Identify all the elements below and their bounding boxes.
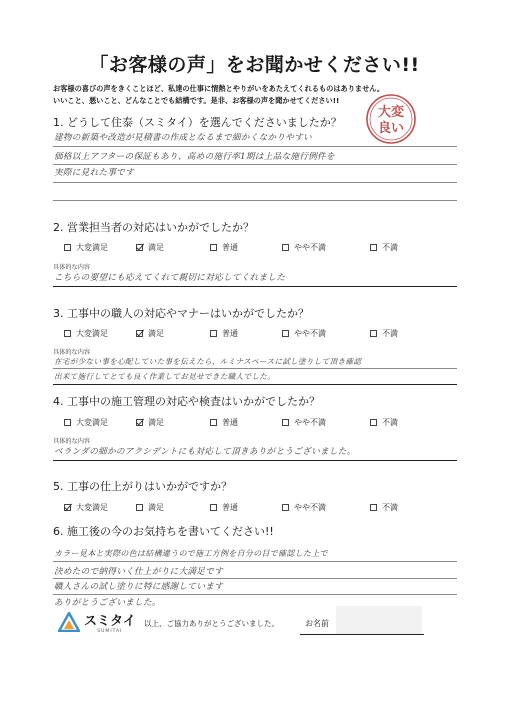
checkbox-icon xyxy=(282,504,289,511)
q3-detail-line-2: 出来て施行してとても良く作業してお見せできた職人でした。 xyxy=(54,372,276,381)
q5-option-slightly-dissatisfied[interactable]: やや不満 xyxy=(282,502,326,513)
answer-rule xyxy=(53,594,457,595)
q4-option-satisfied[interactable]: 満足 xyxy=(136,417,164,428)
q2-detail: こちらの要望にも応えてくれて親切に対応してくれました xyxy=(54,273,286,283)
q2-option-satisfied[interactable]: 満足 xyxy=(136,242,164,253)
q4-option-very-satisfied[interactable]: 大変満足 xyxy=(64,417,108,428)
logo-mark-icon xyxy=(58,612,80,632)
checkbox-icon xyxy=(64,244,71,251)
checkbox-checked-icon xyxy=(136,419,143,426)
checkbox-checked-icon xyxy=(64,504,71,511)
q4-option-slightly-dissatisfied[interactable]: やや不満 xyxy=(282,417,326,428)
q6-answer-line-2: 決めたので納得いく仕上がりに大満足です xyxy=(54,567,223,577)
answer-rule xyxy=(53,578,457,579)
name-label: お名前 xyxy=(305,619,329,628)
checkbox-icon xyxy=(370,330,377,337)
q3-detail-line-1: 在宅が少ない事を心配していた事を伝えたら、ルミナスペースに試し塗りして頂き確認 xyxy=(54,357,362,366)
checkbox-icon xyxy=(282,330,289,337)
q6-answer-line-3: 職人さんの試し塗りに特に感謝しています xyxy=(54,582,223,592)
answer-rule xyxy=(53,561,457,562)
q2-option-slightly-dissatisfied[interactable]: やや不満 xyxy=(282,242,326,253)
answer-rule xyxy=(53,200,457,201)
answer-rule xyxy=(53,164,457,165)
checkbox-icon xyxy=(210,244,217,251)
intro-line-1: お客様の喜びの声をきくことほど、私達の仕事に情熱とやりがいをあたえてくれるものはありません。 xyxy=(53,84,385,93)
checkbox-icon xyxy=(136,504,143,511)
checkbox-icon xyxy=(210,419,217,426)
answer-rule xyxy=(53,368,457,369)
intro-line-2: いいこと、悪いこと、どんなことでも結構です。是非、お客様の声を聞かせてください!! xyxy=(53,96,340,105)
q3-option-dissatisfied[interactable]: 不満 xyxy=(370,328,398,339)
checkbox-checked-icon xyxy=(136,244,143,251)
q5-option-neutral[interactable]: 普通 xyxy=(210,502,238,513)
answer-rule xyxy=(53,460,457,461)
q2-option-very-satisfied[interactable]: 大変満足 xyxy=(64,242,108,253)
company-logo xyxy=(58,610,136,634)
q2-option-neutral[interactable]: 普通 xyxy=(210,242,238,253)
approval-stamp xyxy=(364,92,418,146)
checkbox-icon xyxy=(370,504,377,511)
stamp-text-bottom: 良い xyxy=(377,121,405,136)
q4-detail: ベランダの細かのアクシデントにも対応して頂きありがとうございました。 xyxy=(54,447,356,457)
q1-answer-line-2: 価格以上アフターの保証もあり、高めの施行率1期は上品な施行例件を xyxy=(54,152,335,162)
q1-answer-line-3: 実際に見れた事です xyxy=(54,168,135,178)
q6-answer-line-4: ありがとうございました。 xyxy=(54,598,161,608)
q4-option-dissatisfied[interactable]: 不満 xyxy=(370,417,398,428)
stamp-text-top: 大変 xyxy=(377,105,405,120)
q3-option-slightly-dissatisfied[interactable]: やや不満 xyxy=(282,328,326,339)
checkbox-checked-icon xyxy=(136,330,143,337)
q4-option-neutral[interactable]: 普通 xyxy=(210,417,238,428)
checkbox-icon xyxy=(370,244,377,251)
checkbox-icon xyxy=(210,330,217,337)
name-underline xyxy=(300,634,424,635)
q3-detail-label: 具体的な内容 xyxy=(53,349,91,356)
answer-rule xyxy=(53,182,457,183)
question-1: 1. どうして住泰（スミタイ）を選んでくださいましたか？ xyxy=(53,116,342,129)
checkbox-icon xyxy=(64,419,71,426)
q1-answer-line-1: 建物の新築や改造が見積書の作成となるまで細かくなかりやすい xyxy=(54,133,312,143)
question-2: 2. 営業担当者の対応はいかがでしたか？ xyxy=(53,221,254,234)
answer-rule xyxy=(53,286,457,287)
company-brand: スミタイ xyxy=(84,614,136,629)
q5-option-satisfied[interactable]: 満足 xyxy=(136,502,164,513)
q2-detail-label: 具体的な内容 xyxy=(53,264,91,271)
question-6: 6. 施工後の今のお気持ちを書いてください!! xyxy=(53,525,274,538)
q3-option-neutral[interactable]: 普通 xyxy=(210,328,238,339)
question-5: 5. 工事の仕上がりはいかがですか？ xyxy=(53,480,232,493)
q2-option-dissatisfied[interactable]: 不満 xyxy=(370,242,398,253)
checkbox-icon xyxy=(64,330,71,337)
q4-detail-label: 具体的な内容 xyxy=(53,438,91,445)
checkbox-icon xyxy=(282,244,289,251)
answer-rule xyxy=(53,146,457,147)
checkbox-icon xyxy=(282,419,289,426)
page-title: 「お客様の声」をお聞かせください!! xyxy=(89,54,420,76)
question-4: 4. 工事中の施工管理の対応や検査はいかがでしたか？ xyxy=(53,395,320,408)
question-3: 3. 工事中の職人の対応やマナーはいかがでしたか？ xyxy=(53,307,309,320)
company-brand-sub: SUMITAI xyxy=(97,629,123,634)
checkbox-icon xyxy=(210,504,217,511)
name-field-redacted xyxy=(336,606,422,634)
checkbox-icon xyxy=(370,419,377,426)
q3-option-very-satisfied[interactable]: 大変満足 xyxy=(64,328,108,339)
q6-answer-line-1: カラー見本と実際の色は結構違うので施工方例を自分の目で確認した上で xyxy=(54,549,328,558)
footer-thanks: 以上、ご協力ありがとうございました。 xyxy=(144,619,279,628)
q5-option-dissatisfied[interactable]: 不満 xyxy=(370,502,398,513)
q5-option-very-satisfied[interactable]: 大変満足 xyxy=(64,502,108,513)
answer-rule xyxy=(53,384,457,385)
q3-option-satisfied[interactable]: 満足 xyxy=(136,328,164,339)
